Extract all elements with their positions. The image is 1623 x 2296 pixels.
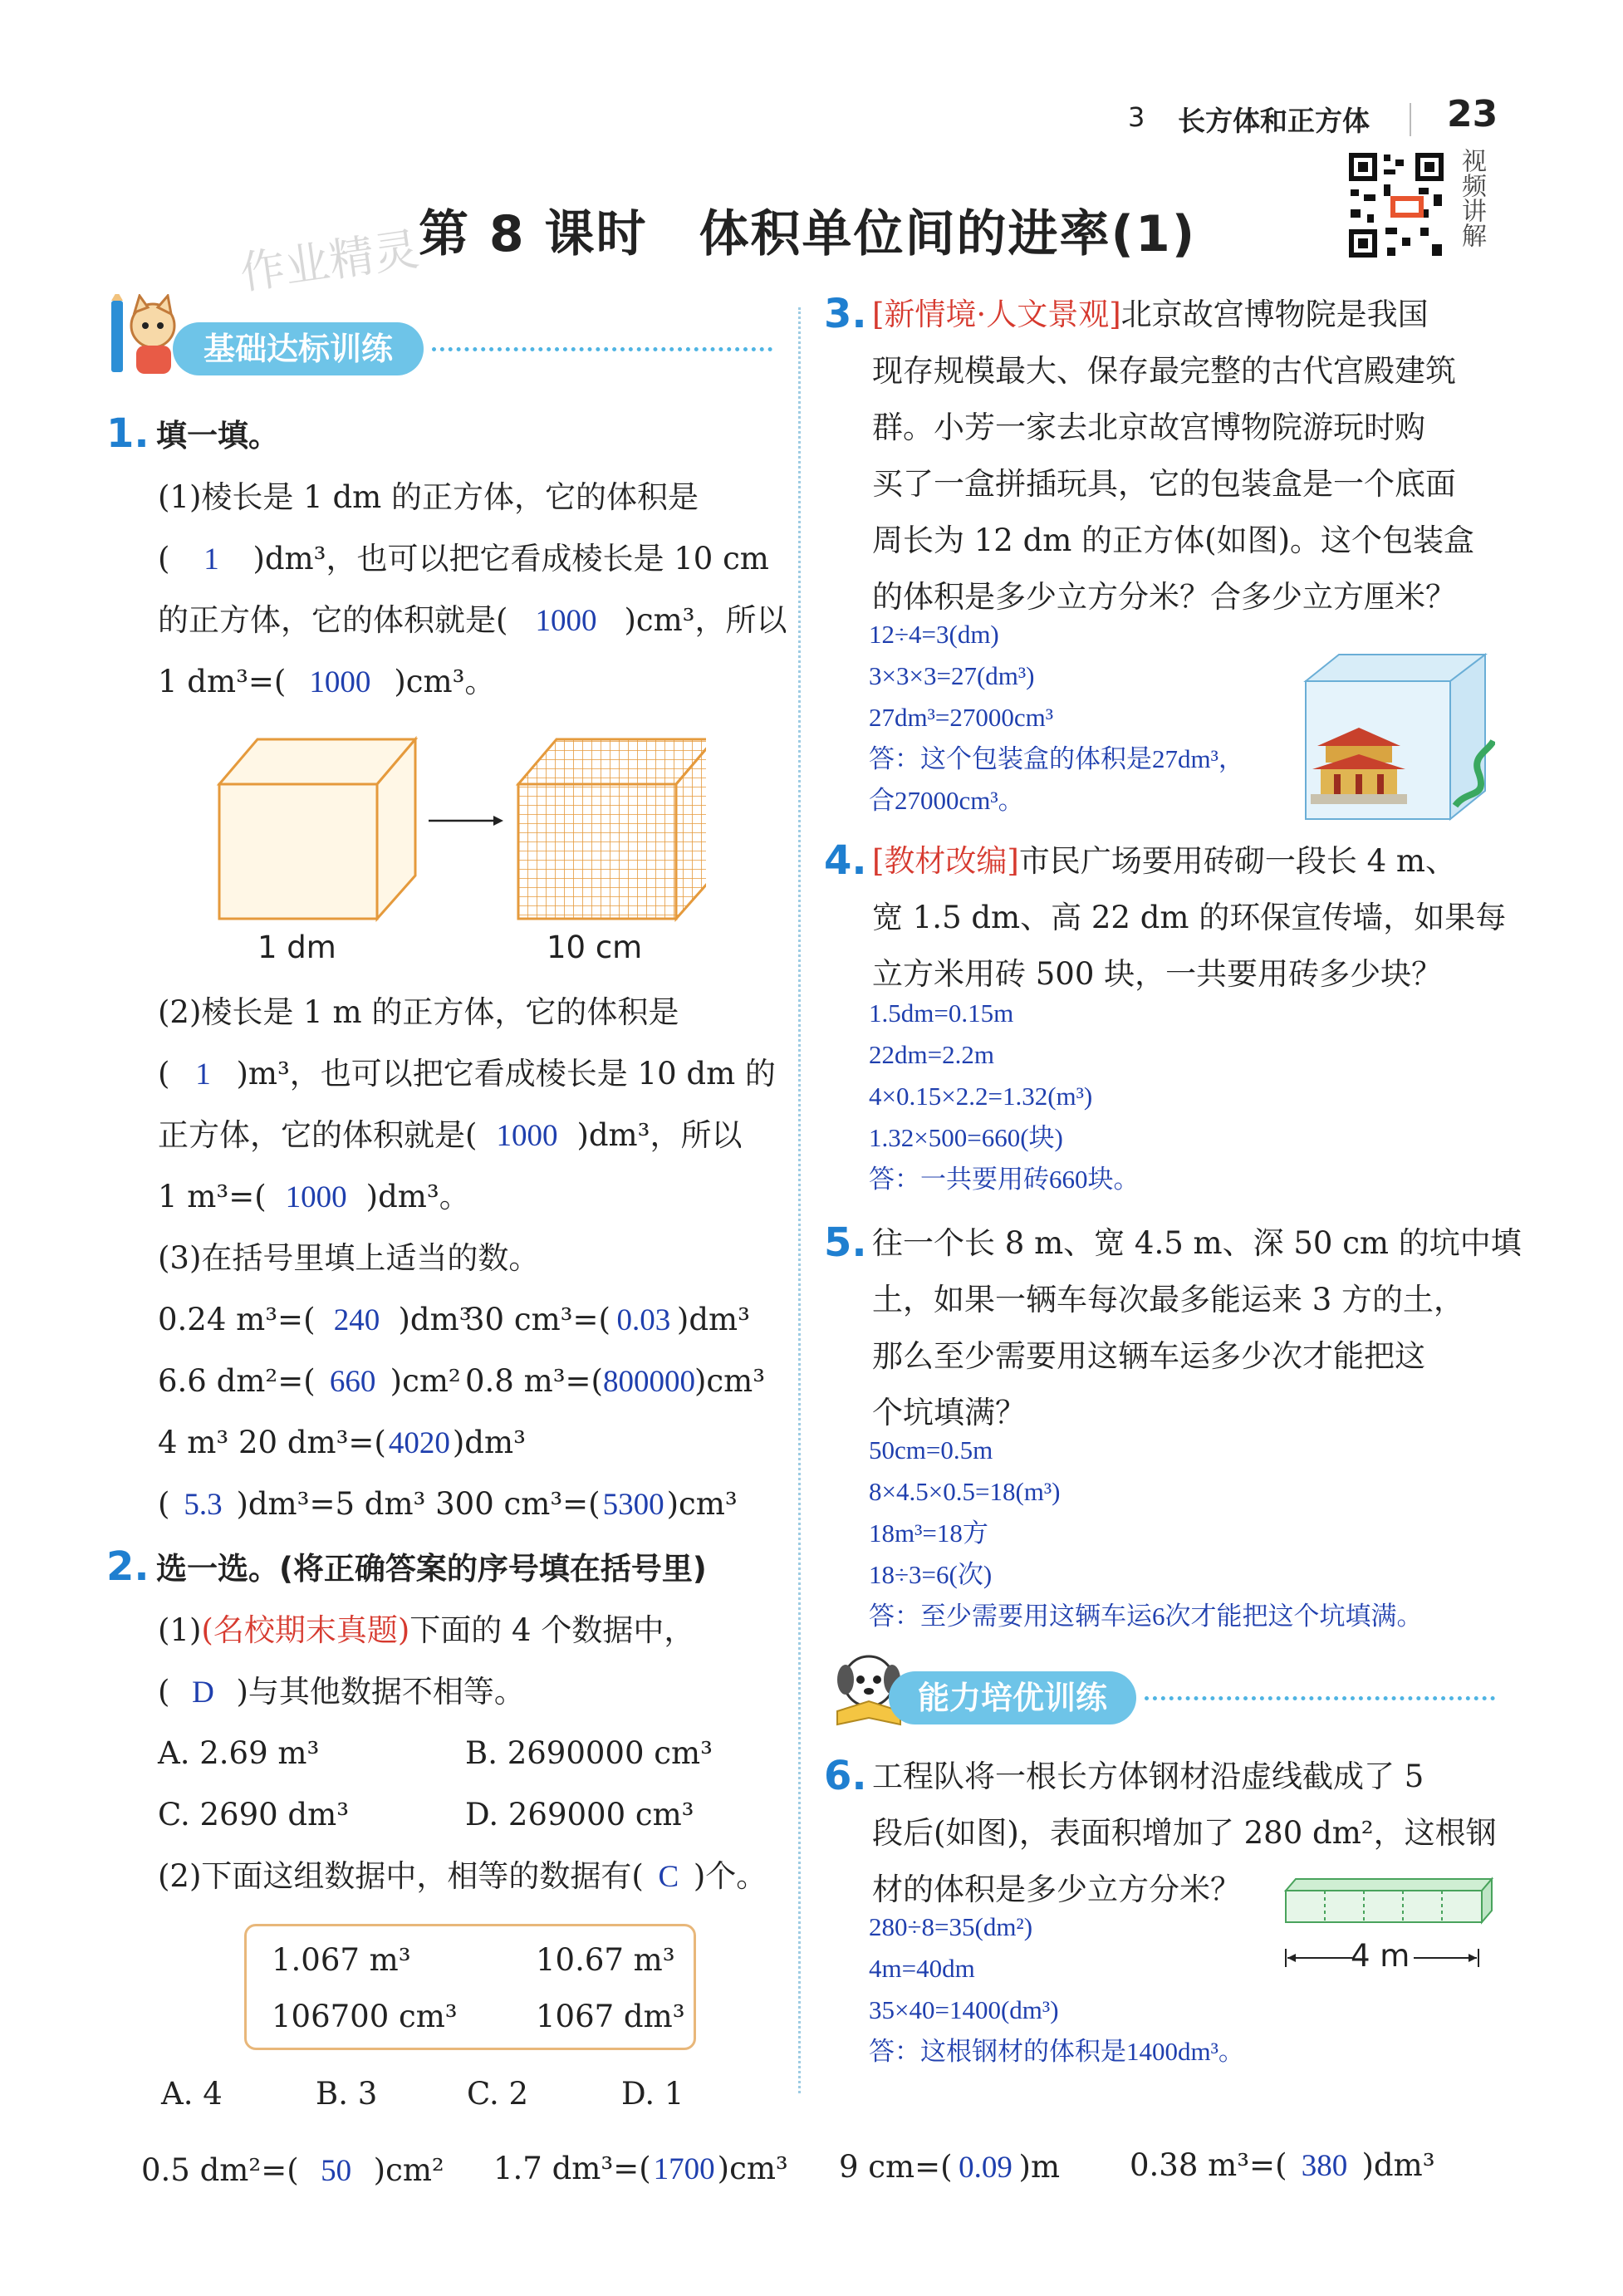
q3-line4: 买了一盒拼插玩具，它的包装盒是一个底面 (872, 466, 1456, 502)
q1-p1-answer3[interactable]: 1000 (309, 665, 371, 699)
q5-line4: 个坑填满？ (872, 1395, 1026, 1430)
q1-p2-line2: ( 1 )m³，也可以把它看成棱长是 10 dm 的 (158, 1052, 776, 1097)
cube-label-right: 10 cm (547, 930, 643, 965)
section-banner-basic: 基础达标训练 (173, 322, 424, 375)
box-value-4: 1067 dm³ (536, 1999, 685, 2034)
q5-answer-5: 答：至少需要用这辆车运6次才能把这个坑填满。 (869, 1602, 1423, 1631)
qr-code-icon (1347, 151, 1445, 259)
q1-p3-answer-5300[interactable]: 5300 (602, 1488, 664, 1522)
q4-line3: 立方米用砖 500 块，一共要用砖多少块？ (872, 956, 1443, 992)
q1-p3-answer-003[interactable]: 0.03 (616, 1303, 671, 1337)
q5-answer-1: 50cm=0.5m (869, 1435, 993, 1464)
q1-p2-answer3[interactable]: 1000 (285, 1180, 347, 1214)
q2-s2-option-a[interactable]: A. 4 (161, 2076, 223, 2112)
question-number-6: 6. (824, 1753, 867, 1799)
grid-cube (518, 739, 706, 919)
q1-p3-title: (3)在括号里填上适当的数。 (158, 1240, 540, 1276)
q2-s1-option-b[interactable]: B. 2690000 cm³ (465, 1735, 713, 1771)
q6-answer-2: 4m=40dm (869, 1954, 975, 1983)
q1-p2-answer1[interactable]: 1 (195, 1057, 211, 1092)
q4-line1: [教材改编]市民广场要用砖砌一段长 4 m、 (872, 843, 1457, 879)
q3-answer-5: 合27000cm³。 (869, 786, 1024, 815)
q5-line3: 那么至少需要用这辆车运多少次才能把这 (872, 1338, 1425, 1374)
q3-answer-3: 27dm³=27000cm³ (869, 703, 1054, 732)
q4-answer-3: 4×0.15×2.2=1.32(m³) (869, 1082, 1093, 1111)
q4-answer-1: 1.5dm=0.15m (869, 998, 1014, 1028)
column-divider (798, 307, 801, 2093)
q2-s1-line1: (1)(名校期末真题)下面的 4 个数据中， (158, 1612, 695, 1648)
q1-p1-line4: 1 dm³=( 1000 )cm³。 (158, 660, 495, 705)
q4-answer-4: 1.32×500=660(块) (869, 1123, 1063, 1152)
q1-p3-answer-800000[interactable]: 800000 (602, 1365, 695, 1399)
question-number-1: 1. (106, 410, 150, 457)
q3-line1: [新情境·人文景观]北京故宫博物院是我国 (872, 297, 1429, 332)
q2-s1-option-c[interactable]: C. 2690 dm³ (158, 1797, 350, 1832)
bottom-item-3: 9 cm=( 0.09 )m (839, 2145, 1060, 2191)
q3-line3: 群。小芳一家去北京故宫博物院游玩时购 (872, 410, 1425, 445)
q2-s2-option-d[interactable]: D. 1 (621, 2076, 684, 2112)
q2-s1-option-a[interactable]: A. 2.69 m³ (158, 1735, 320, 1771)
pencil-cat-mascot-icon (106, 294, 183, 377)
q1-p3-answer-660[interactable]: 660 (329, 1365, 376, 1399)
q1-p3-row4: ( 5.3 )dm³=5 dm³ 300 cm³=(5300)cm³ (158, 1482, 738, 1528)
q2-s2-answer[interactable]: C (658, 1860, 679, 1894)
page-number: 23 (1447, 93, 1498, 135)
lesson-title: 第 8 课时 体积单位间的进率(1) (419, 205, 1197, 263)
q4-answer-2: 22dm=2.2m (869, 1040, 994, 1069)
palace-box-figure (1301, 648, 1495, 827)
box-value-1: 1.067 m³ (272, 1942, 411, 1978)
q6-answer-3: 35×40=1400(dm³) (869, 1995, 1059, 2024)
q6-line1: 工程队将一根长方体钢材沿虚线截成了 5 (872, 1759, 1424, 1794)
bottom-answer-4[interactable]: 380 (1301, 2149, 1348, 2183)
q1-p3-row1-right: 30 cm³=( 0.03 )dm³ (465, 1298, 750, 1343)
q1-p3-row2-right: 0.8 m³=(800000)cm³ (465, 1359, 765, 1405)
box-value-2: 10.67 m³ (536, 1942, 675, 1978)
q1-p2-line1: (2)棱长是 1 m 的正方体，它的体积是 (158, 994, 679, 1030)
header-divider (1410, 103, 1411, 136)
q2-s1-tag: (名校期末真题) (201, 1612, 410, 1648)
q2-title: 选一选。(将正确答案的序号填在括号里) (156, 1551, 707, 1587)
q6-answer-4: 答：这根钢材的体积是1400dm³。 (869, 2037, 1244, 2066)
q3-answer-1: 12÷4=3(dm) (869, 620, 999, 649)
bottom-answer-3[interactable]: 0.09 (959, 2151, 1013, 2185)
q5-answer-2: 8×4.5×0.5=18(m³) (869, 1477, 1061, 1506)
q2-s1-answer[interactable]: D (192, 1675, 214, 1710)
q1-p1-answer1[interactable]: 1 (203, 542, 219, 576)
q4-tag: [教材改编] (872, 843, 1019, 879)
q3-line2: 现存规模最大、保存最完整的古代宫殿建筑 (872, 353, 1456, 389)
q2-s2-option-b[interactable]: B. 3 (316, 2076, 378, 2112)
q2-s1-line2: ( D )与其他数据不相等。 (158, 1670, 525, 1715)
q6-line3: 材的体积是多少立方分米？ (872, 1872, 1241, 1907)
q4-line2: 宽 1.5 dm、高 22 dm 的环保宣传墙，如果每 (872, 900, 1507, 935)
q2-s2-option-c[interactable]: C. 2 (467, 2076, 529, 2112)
q1-p1-line2: ( 1 )dm³，也可以把它看成棱长是 10 cm (158, 537, 769, 582)
section-dots-advanced (1145, 1696, 1495, 1700)
question-number-3: 3. (824, 291, 867, 337)
bottom-answer-1[interactable]: 50 (321, 2154, 352, 2188)
bottom-answer-2[interactable]: 1700 (653, 2152, 715, 2186)
q1-p1-line1: (1)棱长是 1 dm 的正方体，它的体积是 (158, 479, 699, 515)
q3-answer-4: 答：这个包装盒的体积是27dm³， (869, 744, 1244, 773)
q1-p1-answer2[interactable]: 1000 (535, 604, 597, 638)
q1-p1-line3: 的正方体，它的体积就是( 1000 )cm³，所以 (158, 598, 787, 644)
box-value-3: 106700 cm³ (272, 1999, 458, 2034)
section-dots-basic (432, 347, 772, 351)
q3-answer-2: 3×3×3=27(dm³) (869, 661, 1035, 690)
q1-p2-line4: 1 m³=( 1000 )dm³。 (158, 1175, 470, 1220)
watermark: 作业精灵 (237, 223, 422, 300)
q1-p3-row1-left: 0.24 m³=( 240 )dm³ (158, 1298, 472, 1343)
bottom-item-1: 0.5 dm²=( 50 )cm² (141, 2148, 444, 2194)
q1-title: 填一填。 (156, 418, 279, 454)
q1-p3-answer-240[interactable]: 240 (333, 1303, 380, 1337)
question-number-2: 2. (106, 1543, 150, 1590)
q4-answer-5: 答：一共要用砖660块。 (869, 1165, 1140, 1194)
q6-line2: 段后(如图)，表面积增加了 280 dm²，这根钢 (872, 1815, 1497, 1851)
q1-p3-row3: 4 m³ 20 dm³=(4020)dm³ (158, 1420, 526, 1466)
q1-p2-answer2[interactable]: 1000 (496, 1119, 558, 1153)
q1-p3-answer-4020[interactable]: 4020 (388, 1426, 450, 1460)
arrow-icon (429, 816, 503, 826)
section-banner-advanced: 能力培优训练 (889, 1671, 1136, 1724)
q5-line2: 土，如果一辆车每次最多能运来 3 方的土， (872, 1282, 1465, 1317)
q3-tag: [新情境·人文景观] (872, 297, 1121, 332)
qr-code[interactable] (1347, 151, 1445, 259)
question-number-5: 5. (824, 1219, 867, 1266)
q2-s2-line1: (2)下面这组数据中，相等的数据有( C )个。 (158, 1854, 767, 1900)
small-cube (219, 739, 415, 919)
steel-bar-figure (1279, 1874, 1495, 1932)
q3-line5: 周长为 12 dm 的正方体(如图)。这个包装盒 (872, 522, 1475, 558)
q5-line1: 往一个长 8 m、宽 4.5 m、深 50 cm 的坑中填 (872, 1225, 1522, 1261)
bottom-item-2: 1.7 dm³=(1700)cm³ (493, 2146, 788, 2192)
q6-answer-1: 280÷8=35(dm²) (869, 1912, 1033, 1941)
bottom-item-4: 0.38 m³=( 380 )dm³ (1130, 2143, 1435, 2189)
unit-number: 3 (1128, 101, 1145, 133)
q1-p3-row2-left: 6.6 dm²=( 660 )cm² (158, 1359, 461, 1405)
q5-answer-3: 18m³=18方 (869, 1518, 988, 1548)
cube-label-left: 1 dm (257, 930, 336, 965)
q2-s2-data-box (244, 1924, 696, 2050)
qr-label: 视频讲解 (1457, 148, 1486, 248)
q5-answer-4: 18÷3=6(次) (869, 1560, 993, 1589)
steel-bar-length-label: 4 m (1351, 1938, 1410, 1974)
q3-line6: 的体积是多少立方分米？合多少立方厘米？ (872, 579, 1456, 615)
question-number-4: 4. (824, 837, 867, 884)
q1-p3-answer-53[interactable]: 5.3 (184, 1488, 223, 1522)
unit-title: 长方体和正方体 (1178, 105, 1370, 137)
q2-s1-option-d[interactable]: D. 269000 cm³ (465, 1797, 694, 1832)
q1-p2-line3: 正方体，它的体积就是( 1000 )dm³，所以 (158, 1113, 742, 1159)
